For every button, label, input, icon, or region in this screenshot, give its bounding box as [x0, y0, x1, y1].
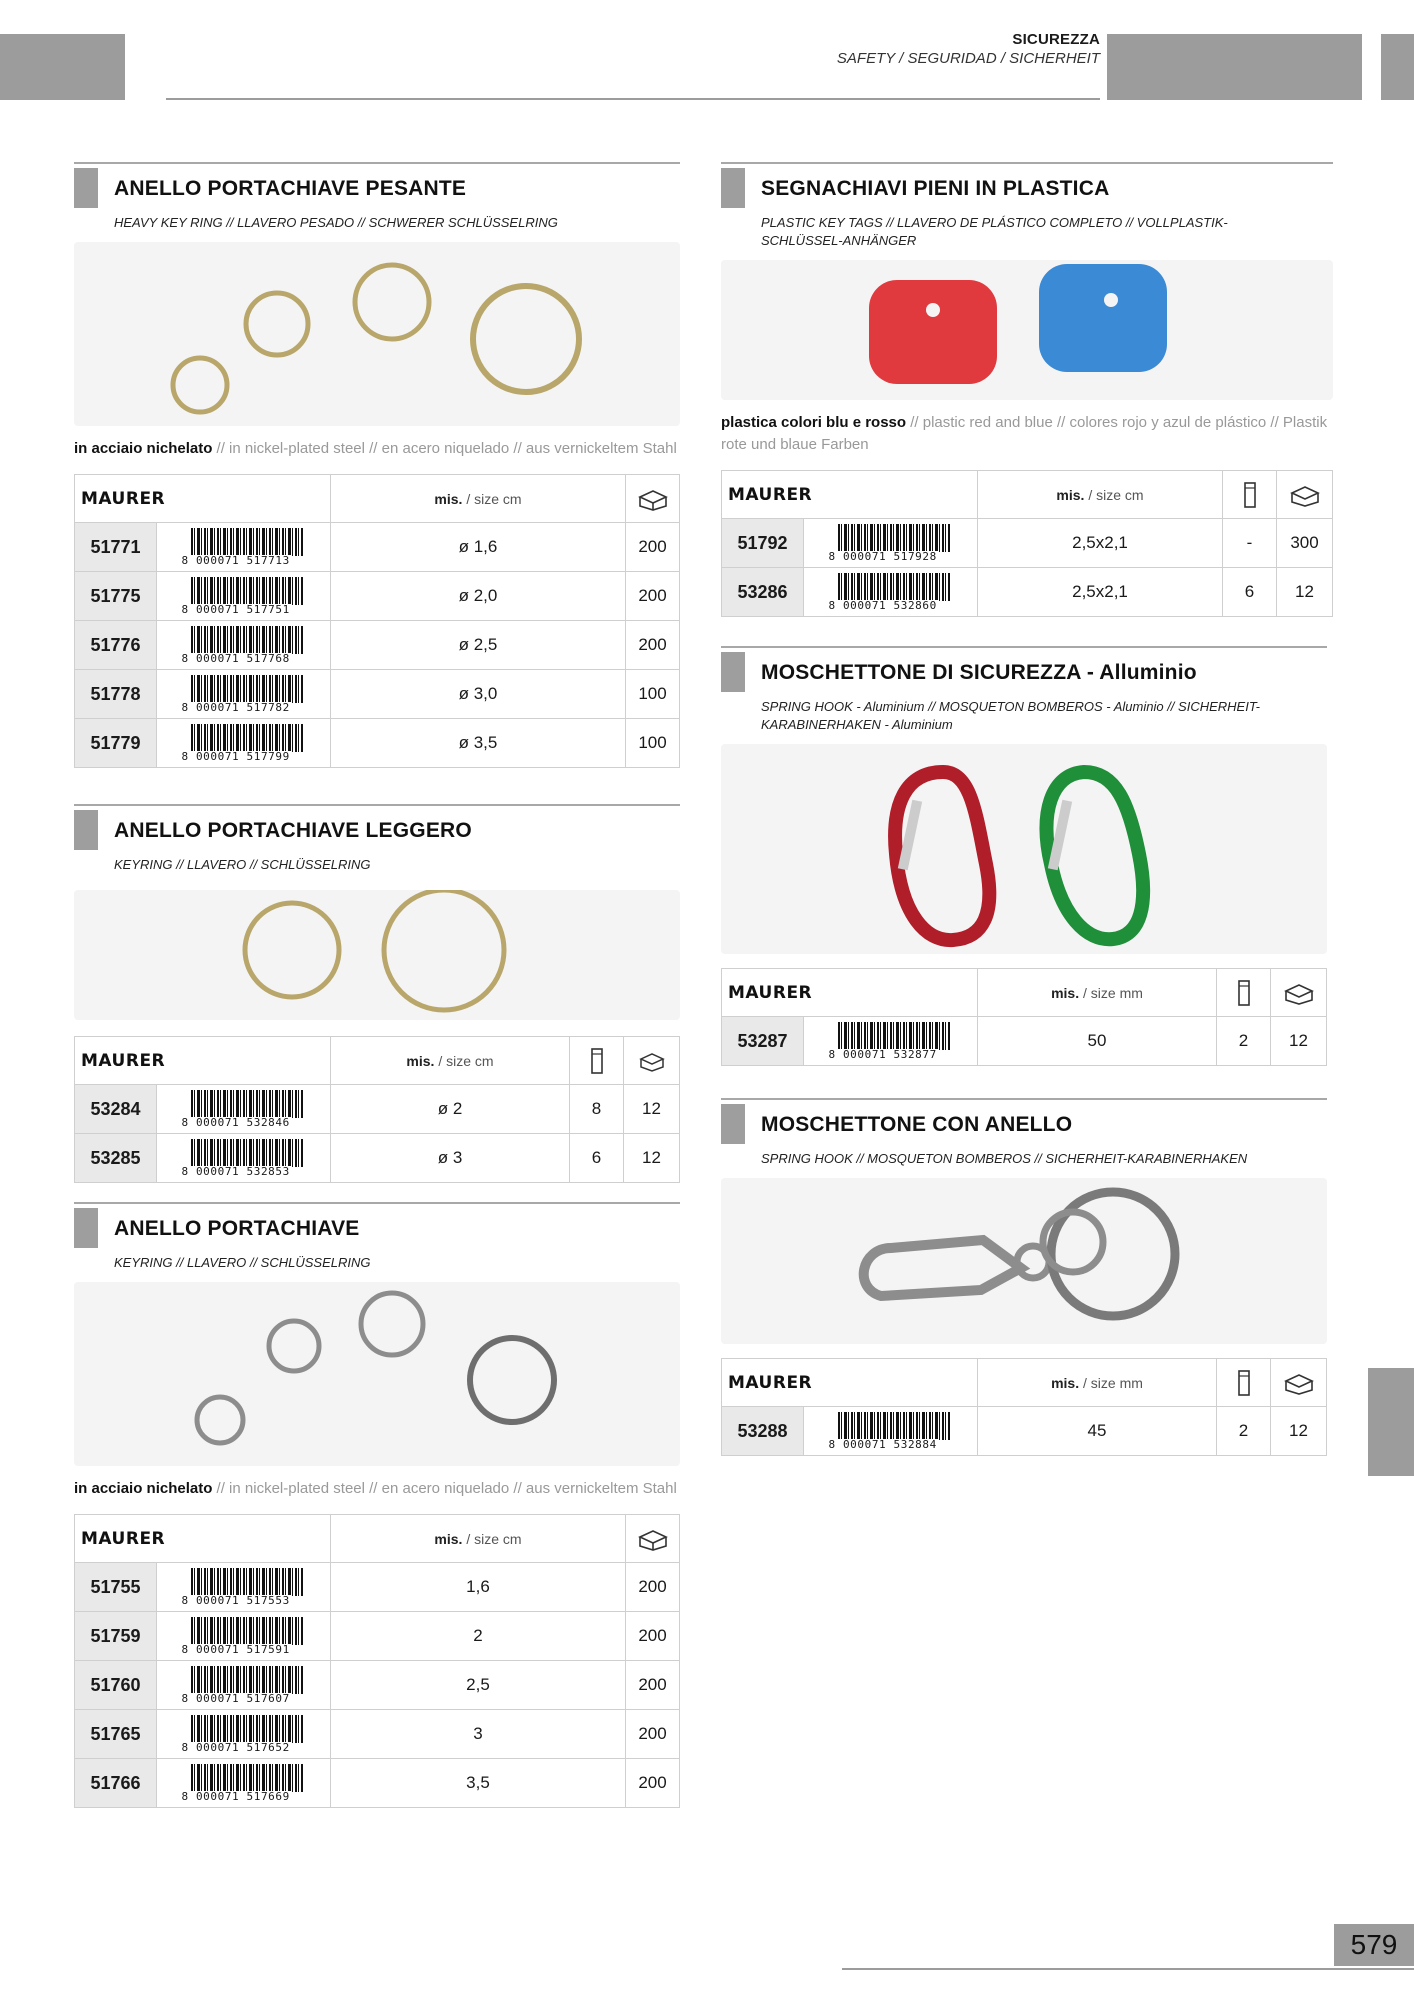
size-label: mis. — [1051, 1374, 1080, 1391]
table-row — [75, 621, 680, 670]
size-value: 3,5 — [331, 1759, 626, 1808]
section-header — [74, 810, 680, 850]
barcode-cell — [157, 1085, 331, 1134]
spec-table — [74, 1514, 680, 1808]
inner-pack-icon — [588, 1046, 606, 1076]
article-code: 53284 — [75, 1085, 157, 1134]
table-row — [75, 1085, 680, 1134]
size-header — [331, 1037, 570, 1085]
section-rule — [721, 646, 1327, 648]
size-unit: / size cm — [434, 1052, 494, 1069]
section-header — [74, 1208, 680, 1248]
size-value: 2 — [331, 1612, 626, 1661]
spec-table — [74, 474, 680, 768]
size-unit: / size cm — [462, 1530, 522, 1547]
box-qty: 12 — [1277, 568, 1333, 617]
material-note-bold: plastica colori blu e rosso — [721, 414, 907, 431]
barcode — [181, 1714, 307, 1754]
table-row — [722, 519, 1333, 568]
size-value: ø 2,5 — [331, 621, 626, 670]
barcode-bars — [191, 1666, 303, 1694]
size-value: 3 — [331, 1710, 626, 1759]
box-icon — [638, 1050, 666, 1072]
size-label: mis. — [434, 1530, 463, 1547]
section-marker — [74, 810, 98, 850]
barcode-cell — [157, 1134, 331, 1183]
box-icon — [1283, 981, 1315, 1005]
brand-cell — [722, 471, 978, 519]
barcode-cell — [157, 1661, 331, 1710]
barcode-number: 8 000071 517669 — [181, 1790, 290, 1803]
barcode-number: 8 000071 517553 — [181, 1594, 290, 1607]
table-row — [75, 572, 680, 621]
brand-cell — [75, 1037, 331, 1085]
box-qty: 200 — [626, 621, 680, 670]
size-label: mis. — [1051, 984, 1080, 1001]
barcode-bars — [191, 1090, 303, 1118]
size-header — [331, 475, 626, 523]
inner-pack-header — [1217, 969, 1271, 1017]
section-rule — [721, 1098, 1327, 1100]
barcode-cell — [804, 1407, 978, 1456]
size-label: mis. — [1056, 486, 1085, 503]
article-code: 51755 — [75, 1563, 157, 1612]
size-header — [978, 1359, 1217, 1407]
barcode — [181, 1616, 307, 1656]
table-row — [75, 1612, 680, 1661]
brand-cell — [75, 1515, 331, 1563]
barcode-bars — [838, 1412, 950, 1440]
barcode-bars — [191, 528, 303, 556]
article-code: 51759 — [75, 1612, 157, 1661]
size-label: mis. — [406, 1052, 435, 1069]
barcode-number: 8 000071 532853 — [181, 1165, 290, 1178]
box-icon — [1289, 483, 1321, 507]
box-qty: 12 — [1271, 1017, 1327, 1066]
box-qty: 200 — [626, 1710, 680, 1759]
product-plastic-key-tags — [721, 162, 1333, 617]
product-light-key-ring — [74, 804, 680, 1183]
table-row — [75, 670, 680, 719]
table-row — [75, 1759, 680, 1808]
barcode — [181, 576, 307, 616]
barcode — [828, 1021, 954, 1061]
box-icon — [637, 1527, 669, 1551]
barcode-cell — [157, 719, 331, 768]
size-value: 50 — [978, 1017, 1217, 1066]
product-safety-carabiner — [721, 646, 1327, 1066]
size-value: 2,5x2,1 — [978, 519, 1223, 568]
box-icon — [637, 487, 669, 511]
box-qty: 200 — [626, 523, 680, 572]
header-rule — [166, 98, 1100, 100]
inner-pack-icon — [1235, 978, 1253, 1008]
article-code: 51792 — [722, 519, 804, 568]
table-row — [75, 1563, 680, 1612]
box-qty: 12 — [624, 1085, 680, 1134]
barcode — [828, 1411, 954, 1451]
box-icon — [1283, 1371, 1315, 1395]
barcode — [828, 572, 954, 612]
barcode-bars — [838, 1022, 950, 1050]
section-marker — [721, 168, 745, 208]
section-rule — [74, 1202, 680, 1204]
barcode-bars — [191, 724, 303, 752]
side-tab — [1368, 1368, 1414, 1476]
product-subtitle: PLASTIC KEY TAGS // LLAVERO DE PLÁSTICO COMPLETO // VOLLPLASTIK-SCHLÜSSEL-ANHÄNGER — [761, 215, 1228, 248]
product-subtitle: SPRING HOOK // MOSQUETON BOMBEROS // SICHERHEIT-KARABINERHAKEN — [761, 1151, 1248, 1166]
material-note — [74, 1478, 680, 1500]
article-code: 53288 — [722, 1407, 804, 1456]
size-value: 45 — [978, 1407, 1217, 1456]
table-row — [722, 568, 1333, 617]
material-note-rest: // in nickel-plated steel // en acero niquelado // aus vernickeltem Stahl — [212, 440, 677, 457]
size-header — [978, 471, 1223, 519]
table-row — [75, 1134, 680, 1183]
barcode-number: 8 000071 532877 — [828, 1048, 937, 1061]
barcode-number: 8 000071 517751 — [181, 603, 290, 616]
barcode-cell — [157, 1563, 331, 1612]
box-qty: 200 — [626, 1661, 680, 1710]
product-photo — [721, 260, 1333, 400]
section-header — [721, 1104, 1327, 1144]
inner-pack-qty: 6 — [570, 1134, 624, 1183]
brand-cell — [722, 1359, 978, 1407]
key-tags-image — [721, 260, 1333, 400]
inner-pack-header — [1223, 471, 1277, 519]
size-value: ø 3,5 — [331, 719, 626, 768]
barcode-number: 8 000071 517928 — [828, 550, 937, 563]
size-header — [331, 1515, 626, 1563]
barcode-cell — [157, 1759, 331, 1808]
barcode-number: 8 000071 532860 — [828, 599, 937, 612]
product-key-ring — [74, 1202, 680, 1808]
barcode-number: 8 000071 517768 — [181, 652, 290, 665]
brand-logo: MAURER — [728, 1372, 813, 1393]
inner-pack-qty: 2 — [1217, 1017, 1271, 1066]
spec-table — [721, 968, 1327, 1066]
spec-table-header — [722, 471, 1333, 519]
brand-logo: MAURER — [81, 1528, 166, 1549]
section-marker — [74, 168, 98, 208]
barcode-bars — [191, 577, 303, 605]
product-title: MOSCHETTONE DI SICUREZZA - Alluminio — [761, 661, 1197, 684]
size-value: ø 3 — [331, 1134, 570, 1183]
article-code: 51779 — [75, 719, 157, 768]
inner-pack-header — [570, 1037, 624, 1085]
article-code: 51765 — [75, 1710, 157, 1759]
barcode-bars — [191, 1764, 303, 1792]
barcode-number: 8 000071 532846 — [181, 1116, 290, 1129]
material-note — [74, 438, 680, 460]
category-subtitle: SAFETY / SEGURIDAD / SICHERHEIT — [836, 50, 1100, 67]
barcode-bars — [191, 1139, 303, 1167]
section-marker — [74, 1208, 98, 1248]
spec-table — [74, 1036, 680, 1183]
product-carabiner-with-ring — [721, 1098, 1327, 1456]
inner-pack-icon — [1241, 480, 1259, 510]
header-right-block — [1107, 34, 1362, 100]
box-header — [626, 1515, 680, 1563]
section-rule — [74, 804, 680, 806]
header-left-block — [0, 34, 125, 100]
barcode-cell — [157, 1612, 331, 1661]
barcode-cell — [157, 621, 331, 670]
size-value: 2,5 — [331, 1661, 626, 1710]
table-row — [75, 1661, 680, 1710]
article-code: 51778 — [75, 670, 157, 719]
size-value: 2,5x2,1 — [978, 568, 1223, 617]
size-value: ø 1,6 — [331, 523, 626, 572]
inner-pack-qty: 6 — [1223, 568, 1277, 617]
barcode-cell — [804, 519, 978, 568]
barcode-bars — [191, 1715, 303, 1743]
box-qty: 200 — [626, 1759, 680, 1808]
size-header — [978, 969, 1217, 1017]
material-note-bold: in acciaio nichelato — [74, 440, 213, 457]
section-heading — [700, 31, 1100, 67]
article-code: 51775 — [75, 572, 157, 621]
size-value: 1,6 — [331, 1563, 626, 1612]
table-row — [722, 1407, 1327, 1456]
spec-table — [721, 1358, 1327, 1456]
inner-pack-icon — [1235, 1368, 1253, 1398]
size-unit: / size mm — [1079, 1374, 1143, 1391]
brand-cell — [722, 969, 978, 1017]
table-row — [75, 1710, 680, 1759]
brand-logo: MAURER — [728, 484, 813, 505]
section-header — [721, 652, 1327, 692]
box-qty: 300 — [1277, 519, 1333, 568]
inner-pack-qty: 8 — [570, 1085, 624, 1134]
box-qty: 200 — [626, 1563, 680, 1612]
barcode — [181, 723, 307, 763]
barcode — [181, 625, 307, 665]
product-heavy-key-ring — [74, 162, 680, 768]
barcode-cell — [804, 568, 978, 617]
brand-logo: MAURER — [728, 982, 813, 1003]
box-qty: 12 — [624, 1134, 680, 1183]
barcode-bars — [191, 1617, 303, 1645]
box-header — [624, 1037, 680, 1085]
barcode-bars — [191, 675, 303, 703]
product-photo — [74, 1282, 680, 1466]
box-qty: 12 — [1271, 1407, 1327, 1456]
barcode — [181, 1763, 307, 1803]
barcode-number: 8 000071 532884 — [828, 1438, 937, 1451]
product-photo — [721, 1178, 1327, 1344]
article-code: 51766 — [75, 1759, 157, 1808]
product-title: SEGNACHIAVI PIENI IN PLASTICA — [761, 177, 1110, 200]
box-qty: 200 — [626, 1612, 680, 1661]
size-unit: / size cm — [1084, 486, 1144, 503]
spec-table-header — [722, 1359, 1327, 1407]
barcode-cell — [157, 1710, 331, 1759]
category-title: SICUREZZA — [1012, 31, 1100, 48]
box-qty: 100 — [626, 719, 680, 768]
spec-table-header — [722, 969, 1327, 1017]
barcode-cell — [804, 1017, 978, 1066]
brass-rings-image — [74, 242, 680, 426]
barcode — [181, 1665, 307, 1705]
article-code: 53285 — [75, 1134, 157, 1183]
size-unit: / size cm — [462, 490, 522, 507]
barcode-number: 8 000071 517652 — [181, 1741, 290, 1754]
inner-pack-header — [1217, 1359, 1271, 1407]
brand-logo: MAURER — [81, 1050, 166, 1071]
section-header — [74, 168, 680, 208]
barcode-cell — [157, 572, 331, 621]
inner-pack-qty: - — [1223, 519, 1277, 568]
product-subtitle: SPRING HOOK - Aluminium // MOSQUETON BOMBEROS - Aluminio // SICHERHEIT-KARABINERHAKEN - Aluminium — [761, 699, 1260, 732]
size-value: ø 2,0 — [331, 572, 626, 621]
footer-rule — [842, 1968, 1414, 1970]
barcode — [828, 523, 954, 563]
article-code: 51771 — [75, 523, 157, 572]
page-number: 579 — [1334, 1924, 1414, 1966]
barcode-cell — [157, 523, 331, 572]
brand-logo: MAURER — [81, 488, 166, 509]
material-note-bold: in acciaio nichelato — [74, 1480, 213, 1497]
article-code: 51776 — [75, 621, 157, 670]
product-subtitle: HEAVY KEY RING // LLAVERO PESADO // SCHWERER SCHLÜSSELRING — [114, 215, 558, 230]
section-marker — [721, 1104, 745, 1144]
product-title: ANELLO PORTACHIAVE LEGGERO — [114, 819, 472, 842]
barcode — [181, 1567, 307, 1607]
inner-pack-qty: 2 — [1217, 1407, 1271, 1456]
product-photo — [74, 242, 680, 426]
spec-table-header — [75, 1515, 680, 1563]
header-edge-block — [1381, 34, 1414, 100]
spec-table-header — [75, 1037, 680, 1085]
barcode-number: 8 000071 517591 — [181, 1643, 290, 1656]
material-note — [721, 412, 1333, 456]
material-note-rest: // in nickel-plated steel // en acero niquelado // aus vernickeltem Stahl — [212, 1480, 677, 1497]
barcode-bars — [191, 626, 303, 654]
product-photo — [74, 890, 680, 1020]
carabiner-ring-image — [721, 1178, 1327, 1344]
size-unit: / size mm — [1079, 984, 1143, 1001]
product-subtitle: KEYRING // LLAVERO // SCHLÜSSELRING — [114, 857, 371, 872]
nickel-rings-image — [74, 1282, 680, 1466]
product-photo — [721, 744, 1327, 954]
carabiners-image — [721, 744, 1327, 954]
size-label: mis. — [434, 490, 463, 507]
box-qty: 200 — [626, 572, 680, 621]
product-title: ANELLO PORTACHIAVE — [114, 1217, 360, 1240]
barcode — [181, 674, 307, 714]
barcode-number: 8 000071 517782 — [181, 701, 290, 714]
product-subtitle: KEYRING // LLAVERO // SCHLÜSSELRING — [114, 1255, 371, 1270]
box-header — [626, 475, 680, 523]
brand-cell — [75, 475, 331, 523]
box-qty: 100 — [626, 670, 680, 719]
article-code: 53286 — [722, 568, 804, 617]
brass-rings-image — [74, 890, 680, 1020]
box-header — [1271, 1359, 1327, 1407]
table-row — [722, 1017, 1327, 1066]
barcode-cell — [157, 670, 331, 719]
section-rule — [74, 162, 680, 164]
size-value: ø 2 — [331, 1085, 570, 1134]
product-title: MOSCHETTONE CON ANELLO — [761, 1113, 1073, 1136]
barcode — [181, 527, 307, 567]
barcode — [181, 1138, 307, 1178]
barcode-bars — [838, 573, 950, 601]
section-marker — [721, 652, 745, 692]
barcode-number: 8 000071 517607 — [181, 1692, 290, 1705]
spec-table — [721, 470, 1333, 617]
barcode-number: 8 000071 517799 — [181, 750, 290, 763]
section-rule — [721, 162, 1333, 164]
barcode-number: 8 000071 517713 — [181, 554, 290, 567]
article-code: 53287 — [722, 1017, 804, 1066]
table-row — [75, 523, 680, 572]
box-header — [1277, 471, 1333, 519]
size-value: ø 3,0 — [331, 670, 626, 719]
material-note-rest: // plastic red and blue // colores rojo y azul de plástico // Plastik rote und blaue Farben — [721, 414, 1328, 453]
section-header — [721, 168, 1333, 208]
product-title: ANELLO PORTACHIAVE PESANTE — [114, 177, 467, 200]
barcode — [181, 1089, 307, 1129]
table-row — [75, 719, 680, 768]
barcode-bars — [838, 524, 950, 552]
barcode-bars — [191, 1568, 303, 1596]
box-header — [1271, 969, 1327, 1017]
article-code: 51760 — [75, 1661, 157, 1710]
spec-table-header — [75, 475, 680, 523]
